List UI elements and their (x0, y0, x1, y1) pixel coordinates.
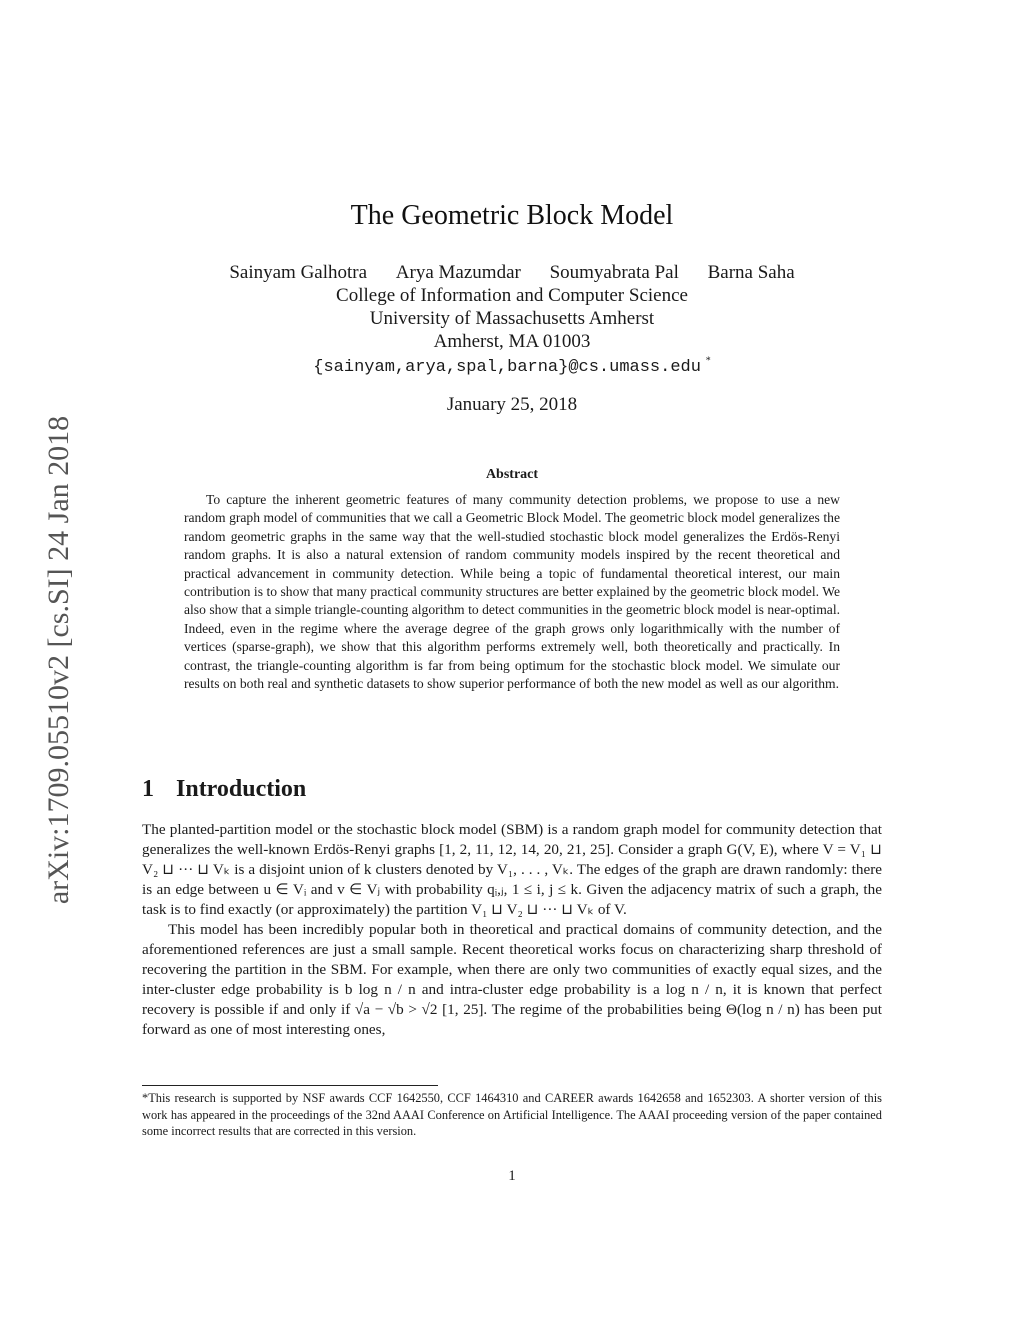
author-email (0, 355, 1024, 377)
section-title: Introduction (176, 776, 307, 802)
page-number: 1 (508, 1168, 516, 1184)
paragraph: This model has been incredibly popular both in theoretical and practical domains of community detection, and the aforementioned references are just a small sample. Recent theoretical works focus on characterizing sharp threshold of recovering the partition in the SBM. For example, when there are only two communities of exactly equal sizes, and the inter-cluster edge probability is b log n / n and intra-cluster edge probability is a log n / n, it is known that perfect recovery is possible if and only if √a − √b > √2 [1, 25]. The regime of the probabilities being Θ(log n / n) has been put forward as one of most interesting ones, (142, 921, 882, 1038)
paragraph: The planted-partition model or the stochastic block model (SBM) is a random graph model for community detection that generalizes the well-known Erdös-Renyi graphs [1, 2, 11, 12, 14, 20, 21, 25]. Consider a graph G(V, E), where V = V₁ ⊔ V₂ ⊔ ··· ⊔ Vₖ is a disjoint union of k clusters denoted by V₁, . . . , Vₖ. The edges of the graph are drawn randomly: there is an edge between u ∈ Vᵢ and v ∈ Vⱼ with probability qᵢ,ⱼ, 1 ≤ i, j ≤ k. Given the adjacency matrix of such a graph, the task is to find exactly (or approximately) the partition V₁ ⊔ V₂ ⊔ ··· ⊔ Vₖ of V. (142, 821, 882, 918)
author: Arya Mazumdar (395, 262, 521, 283)
author-list (0, 262, 1024, 284)
affiliation-line: University of Massachusetts Amherst (369, 308, 655, 329)
author: Barna Saha (707, 262, 795, 283)
paper-date: January 25, 2018 (446, 394, 578, 415)
footnote-rule (142, 1085, 438, 1086)
section-heading (142, 776, 306, 803)
arxiv-identifier: arXiv:1709.05510v2 [cs.SI] 24 Jan 2018 (42, 415, 75, 905)
abstract-text: To capture the inherent geometric features of many community detection problems, we propose to use a new random graph model of communities that we call a Geometric Block Model. The geometric block model generalizes the random geometric graphs in the same way that the well-studied stochastic block model generalizes the Erdös-Renyi random graphs. It is also a natural extension of random community models inspired by the recent theoretical and practical advancement in community detection. While being a topic of fundamental theoretical interest, our main contribution is to show that many practical community structures are better explained by the geometric block model. We also show that a simple triangle-counting algorithm to detect communities in the geometric block model is near-optimal. Indeed, even in the regime where the average degree of the graph grows only logarithmically with the number of vertices (sparse-graph), we show that this algorithm performs extremely well, both theoretically and practically. In contrast, the triangle-counting algorithm is far from being optimum for the stochastic block model. We simulate our results on both real and synthetic datasets to show superior performance of both the new model as well as our algorithm. (184, 492, 840, 692)
paper-title: The Geometric Block Model (350, 200, 674, 231)
abstract-heading: Abstract (485, 467, 539, 482)
affiliation-line: Amherst, MA 01003 (433, 331, 591, 352)
author: Soumyabrata Pal (549, 262, 679, 283)
section-body (142, 820, 882, 1040)
affiliation-line: College of Information and Computer Science (336, 285, 688, 306)
email-address: {sainyam,arya,spal,barna}@cs.umass.edu (313, 358, 701, 377)
author: Sainyam Galhotra (229, 262, 368, 283)
footnote-mark: * (705, 355, 711, 367)
section-number: 1 (142, 776, 154, 802)
footnote: *This research is supported by NSF awards CCF 1642550, CCF 1464310 and CAREER awards 1642658 and 1652303. A shorter version of this work has appeared in the proceedings of the 32nd AAAI Conference on Artificial Intelligence. The AAAI proceeding version of the paper contained some incorrect results that are corrected in this version. (142, 1091, 882, 1138)
